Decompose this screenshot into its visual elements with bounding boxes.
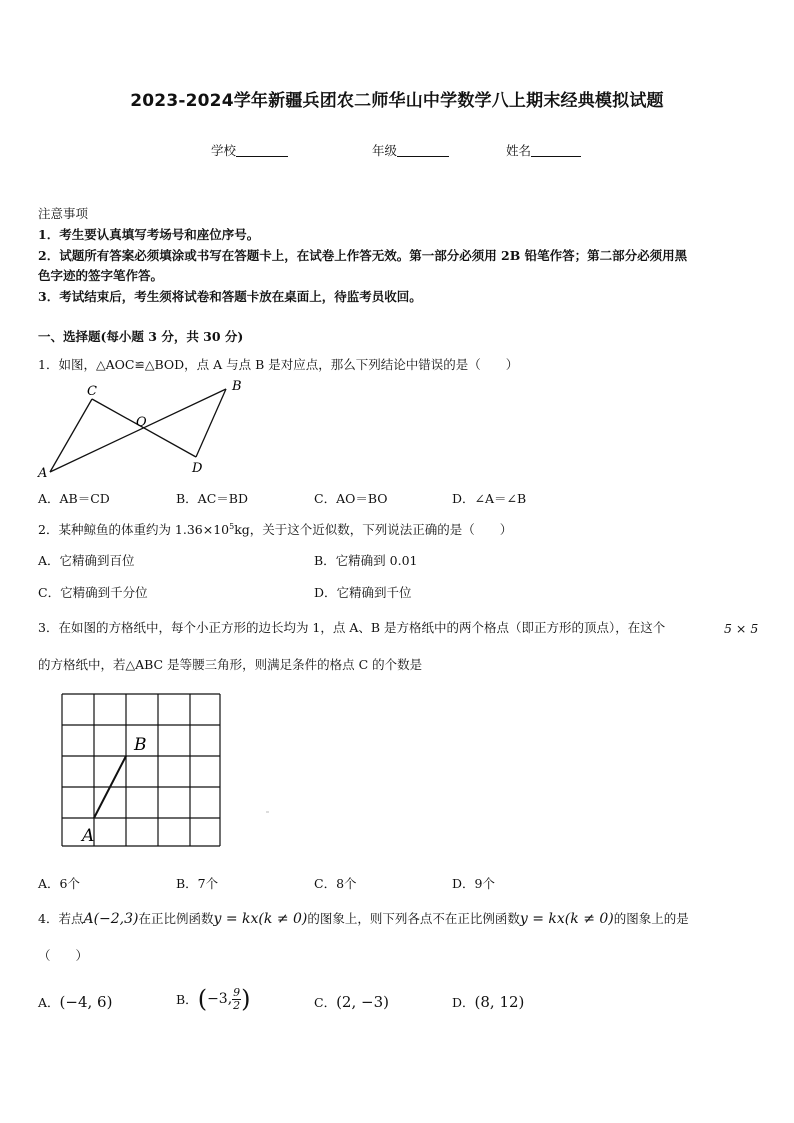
grade-label: 年级	[372, 143, 398, 158]
q1-label-b: B	[232, 379, 242, 394]
q1-option-b[interactable]: B．AC＝BD	[176, 491, 248, 506]
q4-option-d[interactable]	[452, 993, 524, 1011]
school-blank	[236, 142, 288, 157]
question-3-line-1: 3．在如图的方格纸中，每个小正方形的边长均为 1，点 A、B 是方格纸中的两个格点（即正方形的顶点），在这个	[38, 620, 666, 635]
q2-option-c[interactable]: C．它精确到千分位	[38, 585, 148, 600]
q4-option-b-rparen: )	[241, 985, 251, 1013]
q4-option-d-prefix: D．	[452, 995, 475, 1010]
q4-option-b-lead: −3,	[207, 991, 233, 1007]
notice-item-1: 1．考生要认真填写考场号和座位序号。	[38, 227, 260, 242]
q3-label-a: A	[82, 826, 95, 846]
q4-option-a-prefix: A．	[38, 995, 60, 1010]
name-blank	[531, 142, 581, 157]
name-label: 姓名	[506, 143, 532, 158]
q2-option-a[interactable]: A．它精确到百位	[38, 553, 135, 568]
q4-func-1: y = kx(k ≠ 0)	[213, 911, 308, 927]
q1-option-d[interactable]: D．∠A＝∠B	[452, 491, 527, 506]
q4-option-b-denominator: 2	[233, 998, 241, 1012]
q1-label-c: C	[87, 384, 97, 399]
q3-option-c[interactable]: C．8个	[314, 876, 357, 891]
q4-option-a-value: (−4, 6)	[59, 993, 113, 1011]
school-label: 学校	[211, 143, 237, 158]
q4-func-2: y = kx(k ≠ 0)	[519, 911, 614, 927]
q4-option-b-prefix: B．	[176, 992, 198, 1007]
q2-option-d[interactable]: D．它精确到千位	[314, 585, 412, 600]
q4-option-b[interactable]	[176, 985, 251, 1013]
q1-label-o: O	[136, 415, 147, 430]
q4-point: A(−2,3)	[83, 911, 139, 927]
q3-grid-figure	[60, 692, 274, 848]
q4-mid: 在正比例函数	[138, 911, 214, 926]
grade-field	[372, 141, 449, 159]
q4-option-b-numerator: 9	[233, 985, 241, 999]
q3-grid-size: 5 × 5	[724, 621, 759, 636]
question-4-stem	[38, 909, 689, 927]
q4-option-c-value: (2, −3)	[336, 993, 389, 1011]
q4-post: 的图象上的是	[613, 911, 689, 926]
q3-option-d[interactable]: D．9个	[452, 876, 495, 891]
q1-label-a: A	[38, 466, 48, 480]
q4-option-b-lparen: (	[197, 985, 208, 1013]
name-field	[506, 141, 581, 159]
question-1-stem: 1．如图，△AOC≌△BOD，点 A 与点 B 是对应点，那么下列结论中错误的是（ ）	[38, 357, 519, 372]
q4-answer-blank: （ ）	[38, 948, 89, 963]
q4-option-b-fraction	[232, 987, 241, 1012]
question-2-stem	[38, 520, 512, 538]
q1-option-a[interactable]: A．AB＝CD	[38, 491, 110, 506]
page-title: 2023-2024学年新疆兵团农二师华山中学数学八上期末经典模拟试题	[130, 91, 664, 111]
school-field	[211, 141, 288, 159]
q4-option-a[interactable]	[38, 993, 112, 1011]
q3-option-a[interactable]: A．6个	[38, 876, 80, 891]
notice-heading: 注意事项	[38, 206, 89, 221]
q1-label-d: D	[192, 461, 203, 476]
q2-stem-pre: 2．某种鲸鱼的体重约为 1.36×10	[38, 522, 230, 537]
q3-option-b[interactable]: B．7个	[176, 876, 219, 891]
question-3-line-2: 的方格纸中，若△ABC 是等腰三角形，则满足条件的格点 C 的个数是	[38, 657, 423, 672]
notice-item-3: 3．考试结束后，考生须将试卷和答题卡放在桌面上，待监考员收回。	[38, 289, 422, 304]
q4-pre: 4．若点	[38, 911, 84, 926]
q4-option-c-prefix: C．	[314, 995, 337, 1010]
grade-blank	[397, 142, 449, 157]
q4-option-c[interactable]	[314, 993, 389, 1011]
notice-item-2-cont: 色字迹的签字笔作答。	[38, 268, 164, 283]
q2-stem-post: kg，关于这个近似数，下列说法正确的是（ ）	[234, 522, 513, 537]
notice-item-2: 2．试题所有答案必须填涂或书写在答题卡上，在试卷上作答无效。第一部分必须用 2B 铅笔作答；第二部分必须用黑	[38, 248, 688, 263]
q1-figure	[36, 376, 250, 480]
q2-option-b[interactable]: B．它精确到 0.01	[314, 553, 418, 568]
q4-option-d-value: (8, 12)	[474, 993, 525, 1011]
q3-label-b: B	[134, 735, 147, 755]
q1-option-c[interactable]: C．AO＝BO	[314, 491, 388, 506]
q2-exponent: 5	[229, 521, 235, 531]
section-heading: 一、选择题(每小题 3 分，共 30 分)	[38, 329, 244, 344]
q4-mid2: 的图象上，则下列各点不在正比例函数	[307, 911, 520, 926]
